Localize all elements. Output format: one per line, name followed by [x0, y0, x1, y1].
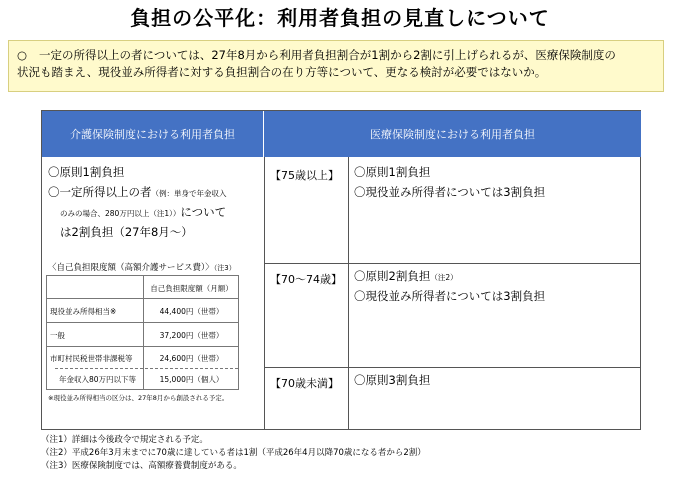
- age-column-divider: [348, 157, 349, 429]
- care-insurance-header: 介護保険制度における利用者負担: [42, 111, 264, 157]
- medical-insurance-header: 医療保険制度における利用者負担: [264, 111, 641, 157]
- age-under-70: 【70歳未満】: [270, 377, 339, 390]
- limit-table: [46, 275, 239, 390]
- age-75-plus: 【75歳以上】: [270, 169, 339, 182]
- care-high-income-detail: のみの場合、280万円以上（注1））について: [60, 205, 227, 219]
- summary-box: [8, 40, 664, 92]
- medical-70-74-principle: 〇原則2割負担（注2）: [354, 269, 458, 283]
- limit-col-header: 自己負担限度額（月額）: [150, 284, 233, 293]
- limit-row: 市町村民税世帯非課税等 24,600円（世帯）: [47, 346, 238, 368]
- column-divider: [264, 157, 265, 429]
- medical-75-principle: 〇原則1割負担: [354, 165, 431, 179]
- care-principle: 〇原則1割負担: [48, 165, 125, 179]
- limit-row: 一般 37,200円（世帯）: [47, 322, 238, 346]
- care-two-tenths: は2割負担（27年8月～）: [60, 225, 193, 239]
- limit-row: 現役並み所得相当※ 44,400円（世帯）: [47, 298, 238, 322]
- summary-line-2: 状況も踏まえ、現役並み所得者に対する負担割合の在り方等について、更なる検討が必要ではないか。: [17, 65, 547, 79]
- age-70-74: 【70～74歳】: [270, 273, 342, 286]
- bullet-circle-icon: ○: [17, 48, 28, 62]
- medical-under-70-principle: 〇原則3割負担: [354, 373, 431, 387]
- medical-75-high-income: 〇現役並み所得者については3割負担: [354, 185, 546, 199]
- comparison-table: [41, 110, 641, 430]
- footnote-2: （注2）平成26年3月末までに70歳に達している者は1割（平成26年4月以降70歳になる者から2割）: [41, 448, 426, 458]
- limit-caption: 〈自己負担限度額（高額介護サービス費）〉（注3）: [48, 263, 236, 273]
- row-divider-2: [264, 367, 641, 368]
- footnote-3: （注3）医療保険制度では、高額療養費制度がある。: [41, 461, 242, 471]
- footnote-1: （注1）詳細は今後政令で規定される予定。: [41, 435, 208, 445]
- summary-line-1: ○ 一定の所得以上の者については、27年8月から利用者負担割合が1割から2割に引上げられるが、医療保険制度の: [17, 48, 616, 62]
- footnotes: [41, 434, 426, 473]
- care-high-income: 〇一定所得以上の者（例：単身で年金収入: [48, 185, 227, 199]
- limit-note: ※現役並み所得相当の区分は、27年8月から創設される予定。: [48, 394, 229, 402]
- limit-row: 年金収入80万円以下等 15,000円（個人）: [55, 368, 238, 389]
- row-divider-1: [264, 263, 641, 264]
- medical-70-74-high-income: 〇現役並み所得者については3割負担: [354, 289, 546, 303]
- page-title: 負担の公平化：利用者負担の見直しについて: [130, 6, 550, 30]
